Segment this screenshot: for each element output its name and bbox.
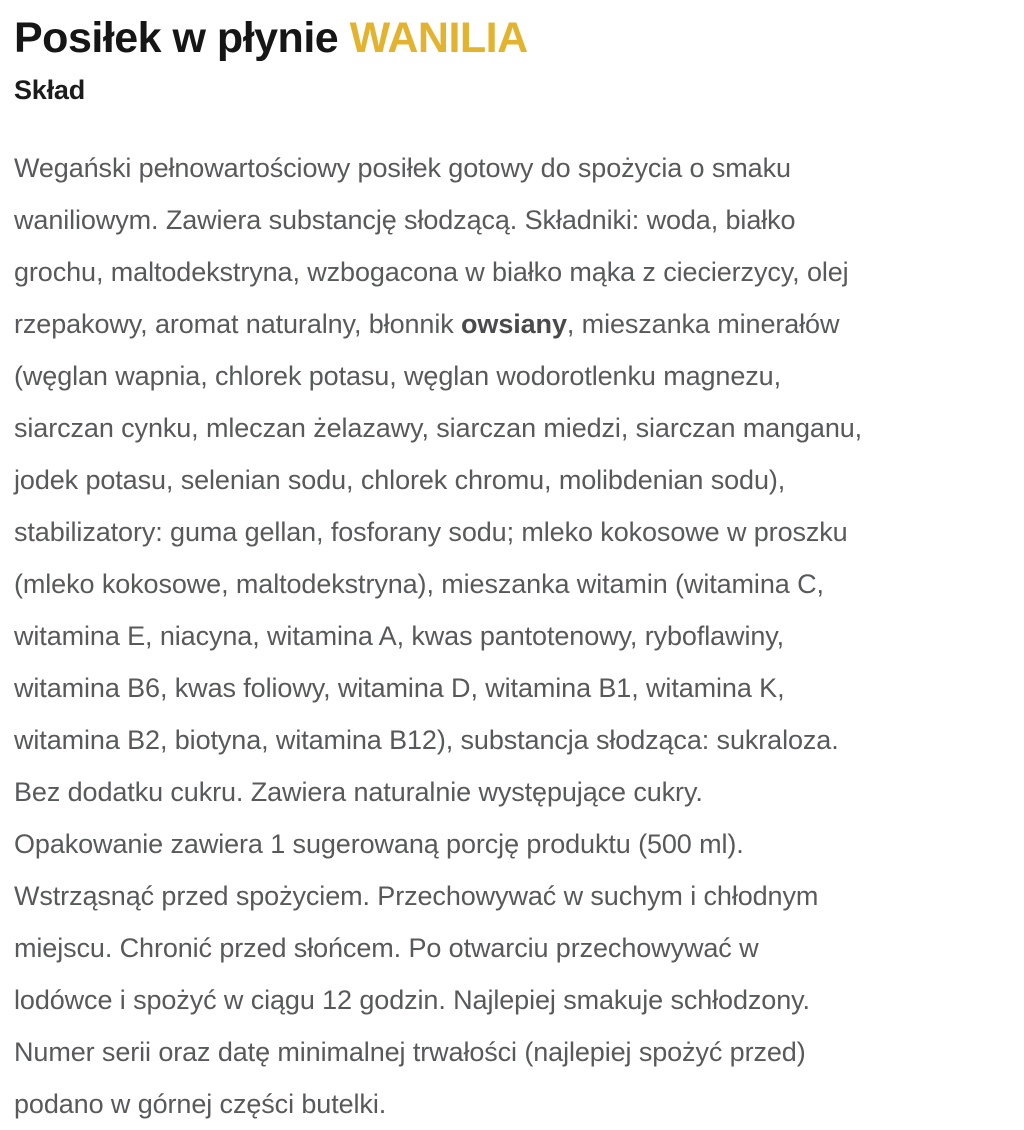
description-line: Wegański pełnowartościowy posiłek gotowy do spożycia o smaku bbox=[14, 153, 791, 184]
description-line: (mleko kokosowe, maltodekstryna), mieszanka witamin (witamina C, bbox=[14, 569, 824, 600]
description-line: lodówce i spożyć w ciągu 12 godzin. Najlepiej smakuje schłodzony. bbox=[14, 985, 810, 1016]
description-line: Numer serii oraz datę minimalnej trwałości (najlepiej spożyć przed) bbox=[14, 1037, 806, 1068]
description-line: waniliowym. Zawiera substancję słodzącą. Składniki: woda, białko bbox=[14, 205, 796, 236]
description-line: Wstrząsnąć przed spożyciem. Przechowywać w suchym i chłodnym bbox=[14, 881, 819, 912]
description-line: grochu, maltodekstryna, wzbogacona w białko mąka z ciecierzycy, olej bbox=[14, 257, 849, 288]
description-line: (węglan wapnia, chlorek potasu, węglan wodorotlenku magnezu, bbox=[14, 361, 781, 392]
ingredients-section-heading: Skład bbox=[14, 75, 86, 106]
product-description-text bbox=[14, 142, 1010, 1130]
page-title-main: Posiłek w płynie bbox=[14, 14, 350, 62]
description-line-with-bold bbox=[14, 298, 1010, 350]
description-line: siarczan cynku, mleczan żelazawy, siarczan miedzi, siarczan manganu, bbox=[14, 413, 863, 444]
description-line: witamina B2, biotyna, witamina B12), substancja słodząca: sukraloza. bbox=[14, 725, 839, 756]
description-line: witamina E, niacyna, witamina A, kwas pantotenowy, ryboflawiny, bbox=[14, 621, 785, 652]
page-title bbox=[14, 14, 1010, 63]
description-line: Bez dodatku cukru. Zawiera naturalnie występujące cukry. bbox=[14, 777, 703, 808]
description-line-pre: rzepakowy, aromat naturalny, błonnik bbox=[14, 309, 462, 340]
description-line: jodek potasu, selenian sodu, chlorek chromu, molibdenian sodu), bbox=[14, 465, 786, 496]
description-line: witamina B6, kwas foliowy, witamina D, witamina B1, witamina K, bbox=[14, 673, 785, 704]
description-bold-word: owsiany bbox=[461, 309, 567, 340]
description-line: Opakowanie zawiera 1 sugerowaną porcję produktu (500 ml). bbox=[14, 829, 744, 860]
description-line: podano w górnej części butelki. bbox=[14, 1089, 387, 1120]
page-title-flavor-highlight: WANILIA bbox=[349, 14, 528, 62]
description-line: miejscu. Chronić przed słońcem. Po otwarciu przechowywać w bbox=[14, 933, 759, 964]
description-line: stabilizatory: guma gellan, fosforany sodu; mleko kokosowe w proszku bbox=[14, 517, 848, 548]
description-line-post: , mieszanka minerałów bbox=[566, 309, 840, 340]
